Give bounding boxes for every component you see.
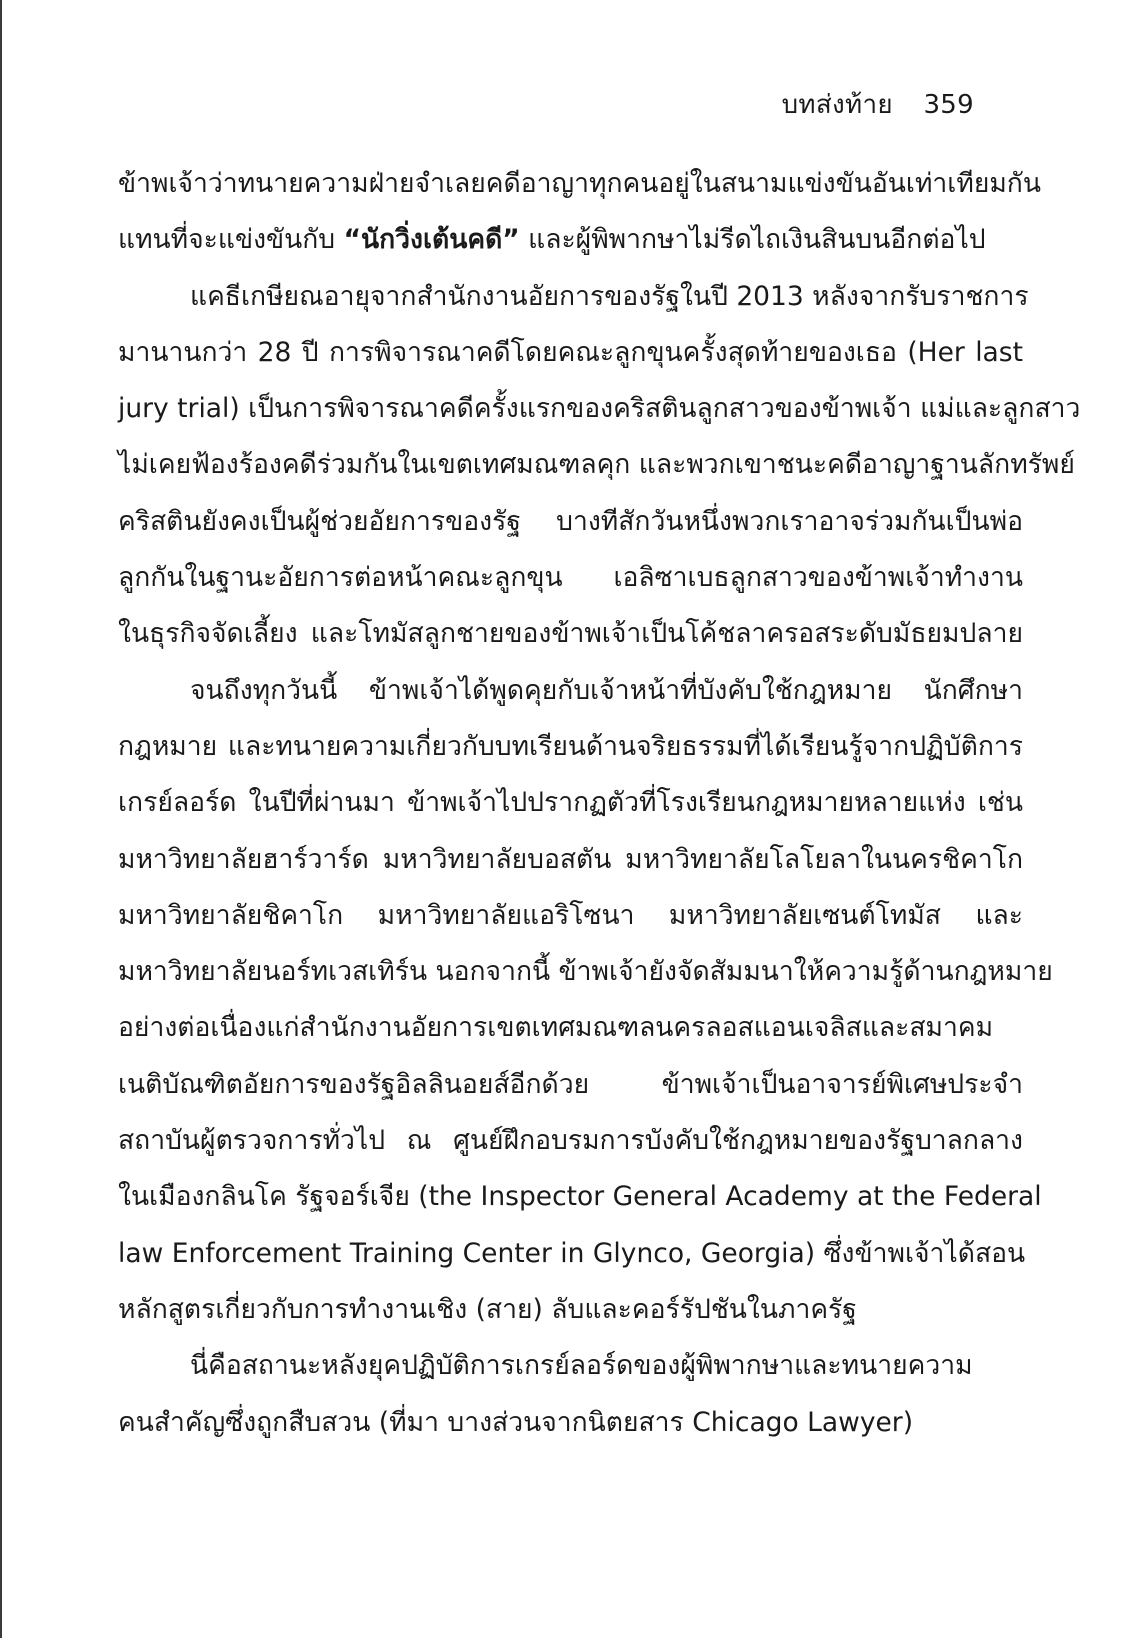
text-line: สถาบันผู้ตรวจการทั่วไป ณ ศูนย์ฝึกอบรมการบังคับใช้กฎหมายของรัฐบาลกลาง — [118, 1125, 1023, 1157]
text-line: ไม่เคยฟ้องร้องคดีร่วมกันในเขตเทศมณฑลคุก และพวกเขาชนะคดีอาญาฐานลักทรัพย์ — [118, 449, 1075, 481]
bold-term: “นักวิ่งเต้นคดี” — [343, 224, 520, 256]
running-head-section: บทส่งท้าย — [781, 90, 893, 120]
text-run: และผู้พิพากษาไม่รีดไถเงินสินบนอีกต่อไป — [519, 224, 986, 256]
text-line: เกรย์ลอร์ด ในปีที่ผ่านมา ข้าพเจ้าไปปรากฏตัวที่โรงเรียนกฎหมายหลายแห่ง เช่น — [118, 787, 1023, 819]
text-line: ในเมืองกลินโค รัฐจอร์เจีย (the Inspector General Academy at the Federal — [118, 1181, 1042, 1213]
text-line: กฎหมาย และทนายความเกี่ยวกับบทเรียนด้านจริยธรรมที่ได้เรียนรู้จากปฏิบัติการ — [118, 730, 1023, 762]
text-line: law Enforcement Training Center in Glynco, Georgia) ซึ่งข้าพเจ้าได้สอน — [118, 1237, 1026, 1269]
paragraph-first-line: แคธีเกษียณอายุจากสำนักงานอัยการของรัฐในปี 2013 หลังจากรับราชการ — [190, 280, 1029, 312]
text-line: มหาวิทยาลัยชิคาโก มหาวิทยาลัยแอริโซนา มหาวิทยาลัยเซนต์โทมัส และ — [118, 899, 1023, 931]
text-line: ข้าพเจ้าว่าทนายความฝ่ายจำเลยคดีอาญาทุกคนอยู่ในสนามแข่งขันอันเท่าเทียมกัน — [118, 168, 1041, 199]
text-line: มหาวิทยาลัยนอร์ทเวสเทิร์น นอกจากนี้ ข้าพเจ้ายังจัดสัมมนาให้ความรู้ด้านกฎหมาย — [118, 956, 1053, 988]
paragraph-first-line: นี่คือสถานะหลังยุคปฏิบัติการเกรย์ลอร์ดของผู้พิพากษาและทนายความ — [190, 1350, 973, 1382]
text-line: มานานกว่า 28 ปี การพิจารณาคดีโดยคณะลูกขุนครั้งสุดท้ายของเธอ (Her last — [118, 336, 1023, 368]
page-number: 359 — [923, 90, 974, 120]
paragraph-last-line: หลักสูตรเกี่ยวกับการทำงานเชิง (สาย) ลับและคอร์รัปชันในภาครัฐ — [118, 1293, 857, 1325]
text-line: คริสตินยังคงเป็นผู้ช่วยอัยการของรัฐ บางทีสักวันหนึ่งพวกเราอาจร่วมกันเป็นพ่อ — [118, 505, 1023, 537]
body-text — [118, 156, 1081, 1451]
paragraph-last-line: คนสำคัญซึ่งถูกสืบสวน (ที่มา บางส่วนจากนิตยสาร Chicago Lawyer) — [118, 1406, 914, 1438]
text-line: ลูกกันในฐานะอัยการต่อหน้าคณะลูกขุน เอลิซาเบธลูกสาวของข้าพเจ้าทำงาน — [118, 562, 1023, 594]
text-line: jury trial) เป็นการพิจารณาคดีครั้งแรกของคริสตินลูกสาวของข้าพเจ้า แม่และลูกสาว — [118, 393, 1081, 425]
page-left-border — [0, 0, 2, 1638]
text-line: อย่างต่อเนื่องแก่สำนักงานอัยการเขตเทศมณฑลนครลอสแอนเจลิสและสมาคม — [118, 1012, 994, 1044]
text-line: ในธุรกิจจัดเลี้ยง และโทมัสลูกชายของข้าพเจ้าเป็นโค้ชลาครอสระดับมัธยมปลาย — [118, 618, 1023, 650]
text-line: เนติบัณฑิตอัยการของรัฐอิลลินอยส์อีกด้วย ข้าพเจ้าเป็นอาจารย์พิเศษประจำ — [118, 1068, 1023, 1100]
text-line — [118, 212, 1023, 268]
text-line: มหาวิทยาลัยฮาร์วาร์ด มหาวิทยาลัยบอสตัน มหาวิทยาลัยโลโยลาในนครชิคาโก — [118, 843, 1023, 875]
paragraph-first-line: จนถึงทุกวันนี้ ข้าพเจ้าได้พูดคุยกับเจ้าหน้าที่บังคับใช้กฎหมาย นักศึกษา — [190, 674, 1023, 706]
running-head — [782, 84, 974, 125]
text-run: แทนที่จะแข่งขันกับ — [118, 224, 344, 256]
